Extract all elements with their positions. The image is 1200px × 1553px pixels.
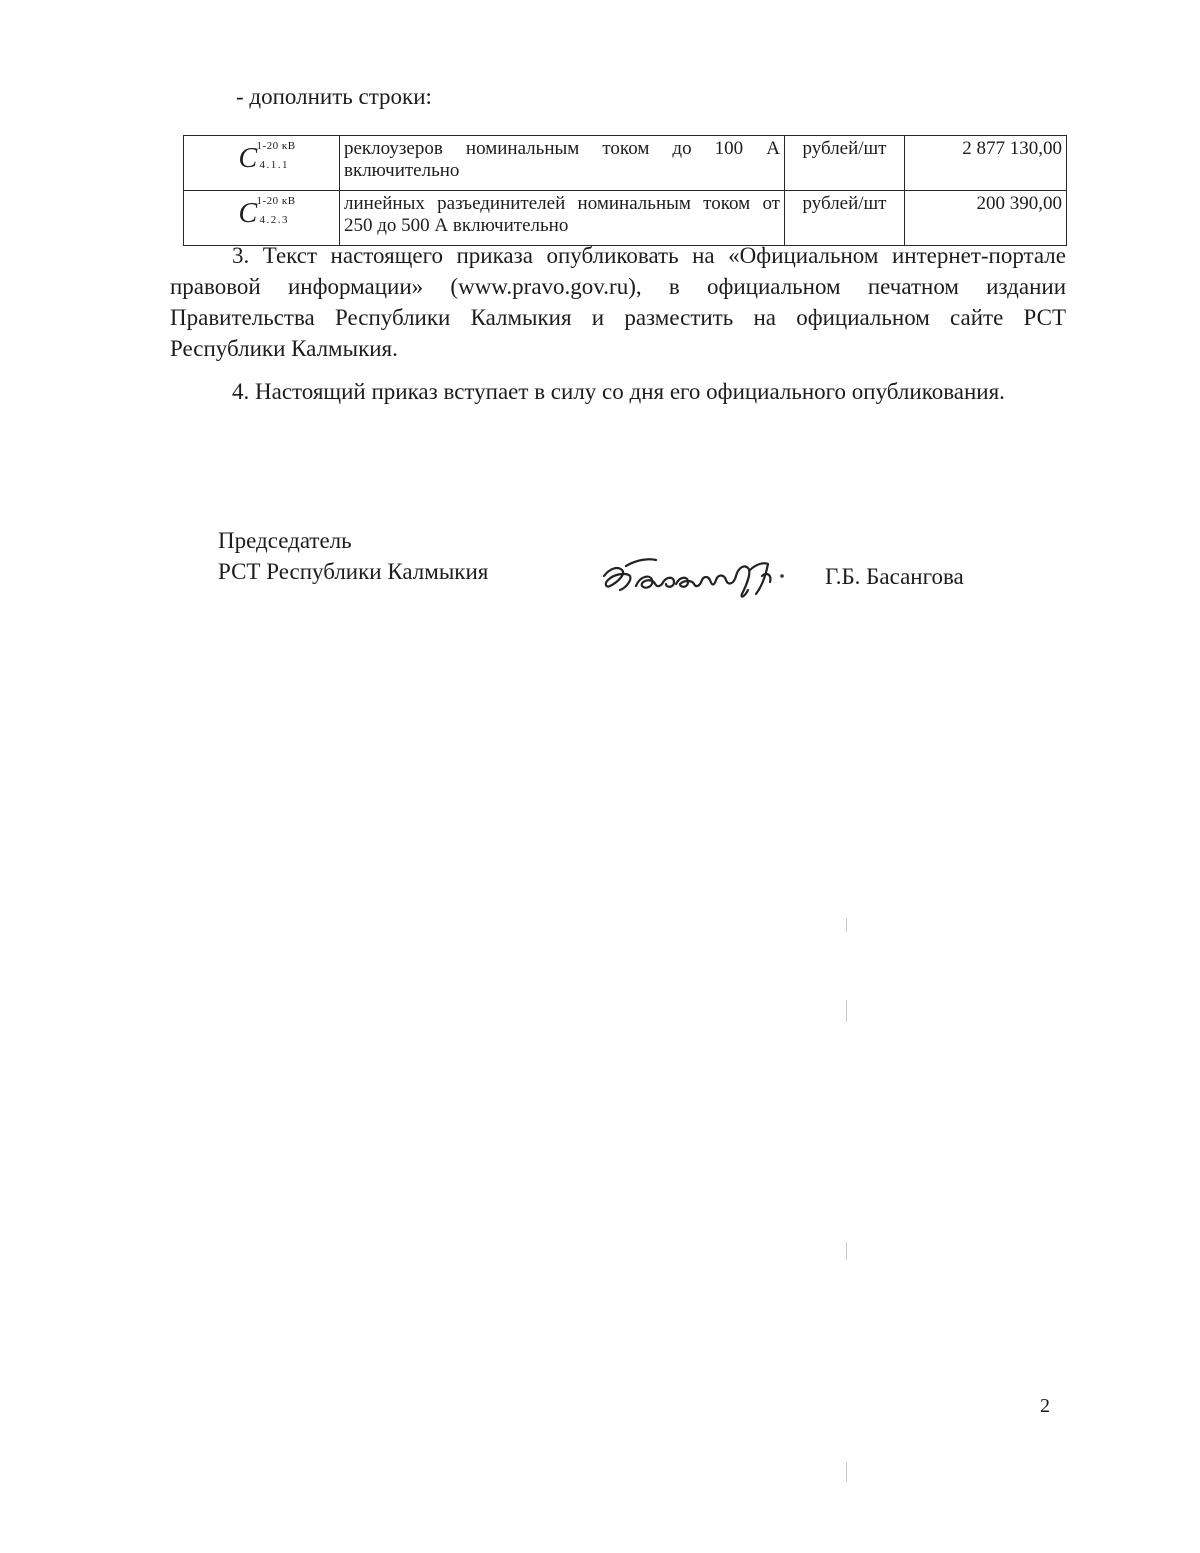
scan-mark [846,1462,847,1482]
rate-code-cell [184,136,340,191]
rate-symbol [231,138,311,182]
signer-name: Г.Б. Басангова [825,564,964,589]
value-cell: 200 390,00 [905,191,1067,246]
table-row [184,136,1067,191]
signatory-position-line1: Председатель [218,528,352,553]
description-cell: линейных разъединителей номинальным током от 250 до 500 А включительно [340,191,785,246]
rate-symbol-base: C [238,198,258,229]
rate-symbol-base: C [238,143,258,174]
rate-symbol [231,193,311,237]
rate-symbol-subscript: 4.1.1 [259,159,289,171]
handwritten-signature [596,546,796,602]
table-row [184,191,1067,246]
scan-mark [846,1000,847,1022]
scan-mark [846,918,847,932]
value-cell: 2 877 130,00 [905,136,1067,191]
unit-cell: рублей/шт [785,136,905,191]
rate-symbol-superscript: 1-20 кВ [256,140,296,152]
paragraph-4-effective-date: 4. Настоящий приказ вступает в силу со дня его официального опубликования. [232,379,1005,404]
rates-table [183,135,1067,246]
intro-line: - дополнить строки: [236,84,432,109]
scan-mark [846,1242,847,1260]
signatory-position [218,525,488,587]
rate-symbol-superscript: 1-20 кВ [256,195,296,207]
rate-symbol-subscript: 4.2.3 [259,214,289,226]
paragraph-3-publication: 3. Текст настоящего приказа опубликовать на «Официальном интернет-портале правовой информации» (www.pravo.gov.ru), в официальном печатном издании Правительства Республики Калмыкия и разместить на официальном сайте РСТ Республики Калмыкия. [170,243,1066,361]
page-number: 2 [1040,1395,1050,1417]
rate-code-cell [184,191,340,246]
unit-cell: рублей/шт [785,191,905,246]
signatory-position-line2: РСТ Республики Калмыкия [218,559,489,584]
description-cell: реклоузеров номинальным током до 100 А включительно [340,136,785,191]
